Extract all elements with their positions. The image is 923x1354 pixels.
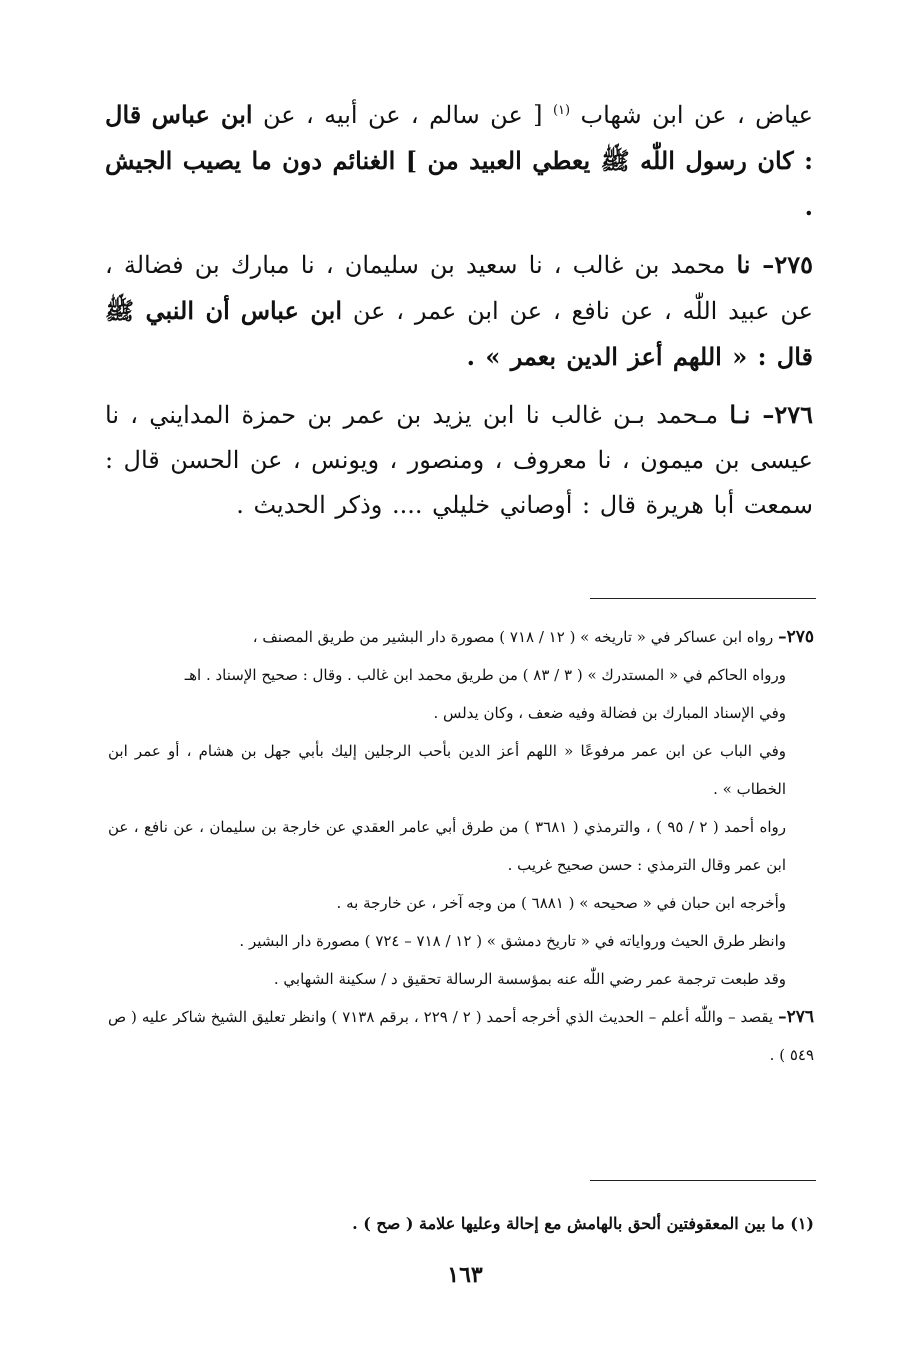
note-276-number: ٢٧٦– <box>778 1007 814 1027</box>
hadith-275-part1: محمد بن غالب ، نا سعيد بن سليمان ، نا مبارك بن فضالة ، عن عبيد اللّٰه ، عن نافع ، عن ابن عمر ، عن <box>105 251 813 325</box>
notes-divider <box>590 598 816 599</box>
hadith-276-number: ٢٧٦– نـا <box>729 400 814 429</box>
footnote-marker: (١) <box>552 103 571 118</box>
note-276-text: يقصد – واللّٰه أعلم – الحديث الذي أخرجه أحمد ( ٢ / ٢٢٩ ، برقم ٧١٣٨ ) وانظر تعليق الشيخ شاكر عليه ( ص ٥٤٩ ) . <box>108 1008 814 1064</box>
hadith-276-text: مـحمد بـن غالب نا ابن يزيد بن عمر بن حمزة المدايني ، نا عيسى بن ميمون ، نا معروف ، ومنصور ، ويونس ، عن الحسن قال : سمعت أبا هريرة قال : أوصاني خليلي .... وذكر الحديث . <box>105 401 813 519</box>
para1-name: ابن عباس <box>151 100 253 129</box>
note-275-line6: وأخرجه ابن حبان في « صحيحه » ( ٦٨٨١ ) من وجه آخر ، عن خارجة به . <box>336 894 786 912</box>
footnote-divider <box>590 1180 816 1181</box>
main-text <box>105 92 813 540</box>
note-275-text1: رواه ابن عساكر في « تاريخه » ( ١٢ / ٧١٨ ) مصورة دار البشير من طريق المصنف ، <box>252 628 774 646</box>
note-275-line5: رواه أحمد ( ٢ / ٩٥ ) ، والترمذي ( ٣٦٨١ ) من طرق أبي عامر العقدي عن خارجة بن سليمان ، عن نافع ، عن ابن عمر وقال الترمذي : حسن صحيح غريب . <box>108 818 786 874</box>
paragraph-continuation <box>105 92 813 230</box>
note-275-line2: ورواه الحاكم في « المستدرك » ( ٣ / ٨٣ ) من طريق محمد ابن غالب . وقال : صحيح الإسناد . اهـ <box>184 666 786 684</box>
footnote: (١) ما بين المعقوفتين ألحق بالهامش مع إحالة وعليها علامة ( صح ) . <box>352 1214 814 1233</box>
hadith-275-part2: أن النبي ﷺ قال : « اللهم أعز الدين بعمر » . <box>105 296 813 371</box>
para1-part2: [ عن سالم ، عن أبيه ، عن <box>262 101 543 129</box>
para1-part3: قال : كان رسول اللّٰه ﷺ يعطي العبيد من ] الغنائم دون ما يصيب الجيش . <box>105 100 813 221</box>
note-275-line4: وفي الباب عن ابن عمر مرفوعًا « اللهم أعز الدين بأحب الرجلين إليك بأبي جهل بن هشام ، أو عمر ابن الخطاب » . <box>108 742 786 798</box>
note-275-number: ٢٧٥– <box>778 627 814 647</box>
hadith-275-number: ٢٧٥– نا <box>736 250 813 279</box>
page-number: ١٦٣ <box>447 1262 483 1288</box>
note-276 <box>108 998 814 1074</box>
commentary-notes <box>108 618 814 1074</box>
note-275-line3: وفي الإسناد المبارك بن فضالة وفيه ضعف ، وكان يدلس . <box>433 704 786 722</box>
note-275-line1 <box>108 618 814 656</box>
note-275-line8: وقد طبعت ترجمة عمر رضي اللّٰه عنه بمؤسسة الرسالة تحقيق د / سكينة الشهابي . <box>273 970 786 988</box>
hadith-275-name: ابن عباس <box>240 296 343 325</box>
hadith-276 <box>105 392 813 528</box>
para1-part1: عياض ، عن ابن شهاب <box>580 101 813 129</box>
note-275-line7: وانظر طرق الحيث ورواياته في « تاريخ دمشق » ( ١٢ / ٧١٨ – ٧٢٤ ) مصورة دار البشير . <box>239 932 786 950</box>
hadith-275 <box>105 242 813 380</box>
